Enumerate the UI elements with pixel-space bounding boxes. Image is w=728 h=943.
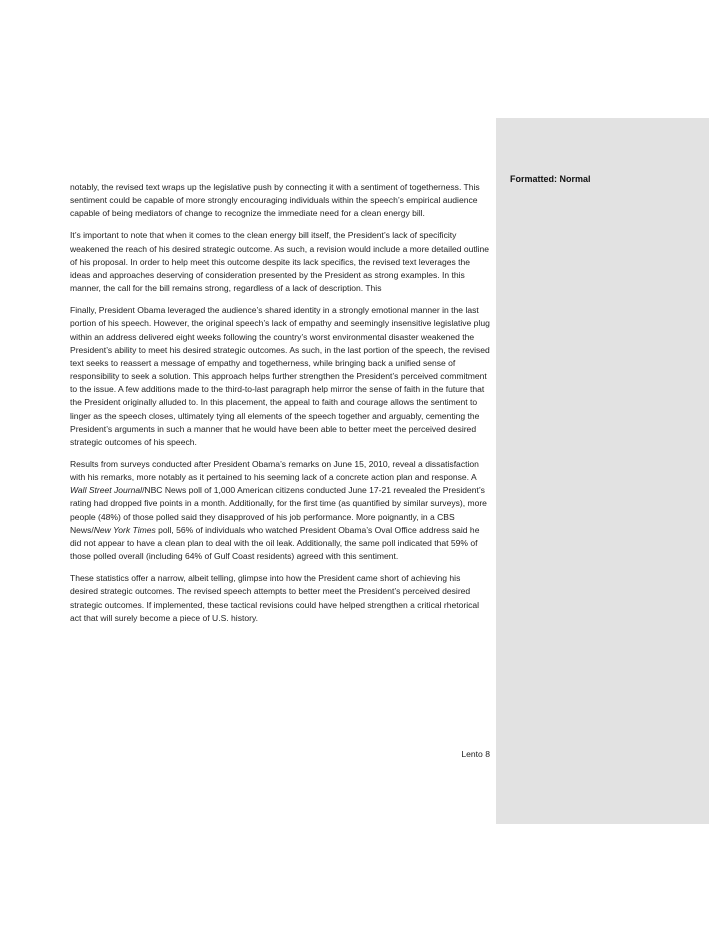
paragraph-4-text-c: poll, 56% of individuals who watched President Obama’s Oval Office address said he did not appear to have a clean plan to deal with the oil leak. Additionally, the same poll indicated that 59% of those polled overall (including 64% of Gulf Coast residents) agreed with this sentiment. bbox=[70, 524, 480, 562]
paragraph-3-text: Finally, President Obama leveraged the audience’s shared identity in a strongly emotional manner in the last portion of his speech. However, the original speech’s lack of empathy and seemingly insensitive legislative plug within an address delivered eight weeks following the country’s worst environmental disaster weakened the President’s ability to meet his desired strategic outcomes. As such, in the last portion of the speech, the revised text seeks to reassert a message of empathy and togetherness, while bringing back a unified sense of responsibility to seek a solution. This approach helps further strengthen the President’s perceived commitment to the issue. A few additions made to the third-to-last paragraph help mirror the sense of faith in the future that the President originally alluded to. In this placement, the appeal to faith and courage allows the sentiment to linger as the speech closes, ultimately tying all elements of the speech together and arguably, cementing the President’s arguments in such a manner that he would have been able to better meet the perceived desired strategic outcomes of his speech. bbox=[70, 305, 490, 447]
paragraph-1-text: notably, the revised text wraps up the legislative push by connecting it with a sentiment of togetherness. This sentiment could be capable of more strongly encouraging individuals within the speech’s empirical audience capable of being mediators of change to recognize the immediate need for a clean energy bill. bbox=[70, 182, 480, 219]
paragraph-4-text-a: Results from surveys conducted after President Obama’s remarks on June 15, 2010, reveal a dissatisfaction with his remarks, more notably as it pertained to his seeming lack of a concrete action plan and response. A bbox=[70, 458, 479, 483]
paragraph-4 bbox=[70, 458, 490, 563]
paragraph-5-text: These statistics offer a narrow, albeit telling, glimpse into how the President came short of achieving his desired strategic outcomes. The revised speech attempts to better meet the President’s perceived desired strategic outcomes. If implemented, these tactical revisions could have helped strengthen a critical rhetorical act that will surely become a piece of U.S. history. bbox=[70, 573, 480, 623]
paragraph-2-text: It’s important to note that when it comes to the clean energy bill itself, the President’s lack of specificity weakened the reach of his desired strategic outcome. As such, a revision would include a more detailed outline of his proposal. In order to help meet this outcome despite its lack specifics, the revised text leverages the ideas and approaches deserving of consideration presented by the President as strong examples. In this manner, the call for the bill remains strong, regardless of a lack of description. This bbox=[70, 230, 490, 294]
nyt-title: New York Times bbox=[93, 524, 156, 535]
paragraph-5 bbox=[70, 572, 490, 625]
comment-label: Formatted: Normal bbox=[510, 174, 591, 184]
paragraph-3 bbox=[70, 304, 490, 449]
paragraph-1 bbox=[70, 181, 490, 220]
page-number: Lento 8 bbox=[461, 749, 490, 759]
document-body bbox=[70, 181, 490, 634]
paragraph-4-text-b: /NBC News poll of 1,000 American citizens conducted June 17-21 revealed the President’s rating had dropped five points in a month. Additionally, for the first time (as quantified by similar surveys), more people (48%) of those polled said they disapproved of his job performance. More poignantly, in a CBS News/ bbox=[70, 485, 487, 535]
comment-pane bbox=[496, 118, 709, 824]
wsj-title: Wall Street Journal bbox=[70, 485, 143, 496]
paragraph-2 bbox=[70, 229, 490, 295]
